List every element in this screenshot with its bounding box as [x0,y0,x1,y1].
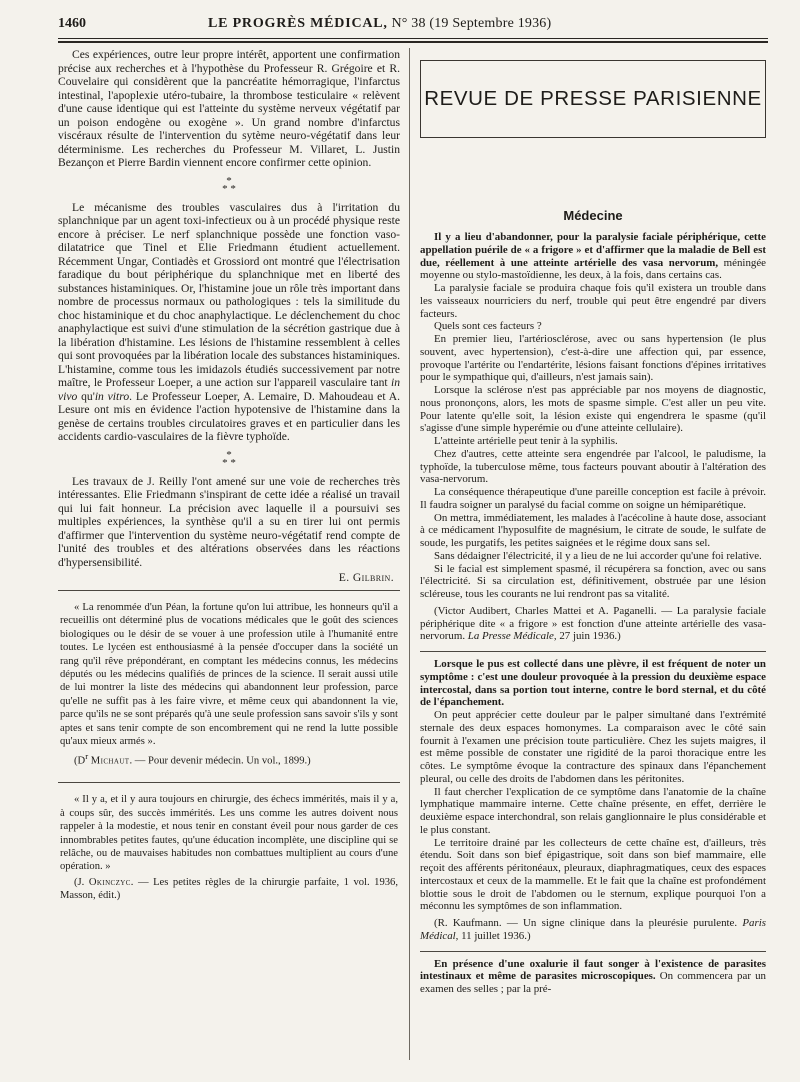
paragraph-2-italic-1: in vivo [58,376,400,403]
article-1-para: La conséquence thérapeutique d'une pareille conception est facile à prévoir. Il faudra soigner un paralysé du facial comme on soigne un hémiparétique. [420,486,766,511]
paragraph-2 [58,201,400,444]
issue-date: (19 Septembre 1936) [429,16,552,31]
header-rule-thin [58,38,768,39]
article-3-lead-bold: En présence d'une oxalurie il faut songer à l'existence de parasites intestinaux et même de parasites microscopiques. [420,957,766,983]
left-column [58,48,400,903]
cite-2-rest: . — Les petites règles de la chirurgie parfaite, 1 vol. 1936, Masson, édit.) [60,876,398,902]
page-header [58,14,768,36]
paragraph-2-part-b: qu' [77,389,95,403]
quote-separator-2 [58,782,400,783]
revue-title: REVUE DE PRESSE PARISIENNE [424,87,762,110]
page-number: 1460 [58,16,86,31]
paragraph-1: Ces expériences, outre leur propre intérêt, apportent une confirmation précise aux recherches et à l'hypothèse du Professeur R. Grégoire et R. Couvelaire qui considèrent que la pancréatite hémorragique, l'infarctus intestinal, l'apoplexie utéro-tubaire, la thrombose testiculaire « relèvent d'une cause identique qui est l'atteinte du système nerveux végétatif par un poison endogène ou exogène ». Un grand nombre d'infarctus viscéraux résulte de l'intervention du sytème neuro-végétatif dans leur déterminisme. Les recherches du Professeur M. Villaret, L. Justin Bezançon et Pierre Bardin viennent encore confirmer cette opinion. [58,48,400,169]
article-pleuresie [420,658,766,943]
quote-okinczyc [58,793,400,902]
running-title [208,16,551,32]
article-1-para: En premier lieu, l'artériosclérose, avec ou sans hypertension (le plus souvent, avec hypertension), c'est-à-dire une affection qui, par essence, provoque l'artérite ou l'endartérite, lésions faisant fonctions d'épines irritatives pour le sympathique qui, d'ailleurs, n'est jamais sain). [420,333,766,384]
section-asterism-2: * * * [222,448,236,469]
quote-1-citation [60,750,398,768]
article-1-para: Lorsque la sclérose n'est pas appréciable par nos moyens de diagnostic, nous prononçons, alors, les mots de spasme simple. C'est aller un peu vite. Pour latente qu'elle soit, la lésion existe qui engendrera le spasme (qu'il s'agisse d'une simple hyperémie ou d'une atteinte cellulaire). [420,384,766,435]
article-3-lead [420,958,766,996]
section-heading: Médecine [563,208,623,223]
quote-2-text: « Il y a, et il y aura toujours en chirurgie, des échecs immérités, mais il y a, à coups sûr, des succès immérités. Les uns comme les autres doivent nous rappeler à la modestie, et nous tenir en constant éveil pour nous garder de ces innombrables petites fautes, qu'une éducation incomplète, une discipline qui se relâche, ou de mauvaises habitudes non combattues multiplient au cours d'une opération. » [60,794,398,873]
article-1-para: La paralysie faciale se produira chaque fois qu'il existera un trouble dans les vaisseaux nourriciers du nerf, trouble qui peut être engendré par divers facteurs. [420,282,766,320]
journal-name: LE PROGRÈS MÉDICAL, [208,16,388,31]
right-column [420,48,766,996]
ref-2-journal: Paris Médical, [420,917,766,942]
cite-1-sup: r [85,751,89,762]
article-paralysie-faciale [420,231,766,643]
paragraph-2-part-a: Le mécanisme des troubles vasculaires dus à l'irritation du splanchnique par un agent toxi-infectieux ou à un procédé physique reste encore à préciser. Le nerf splanchnique possède une fonction vaso-dilatatrice que Tinel et Elie Friedmann étudient actuellement. Récemment Ungar, Contiadès et Grossiord ont montré que l'électrisation faradique du bout périphérique du splanchnique met en liberté des substances histaminiques. Or, l'histamine joue un rôle très important dans nombre de processus normaux ou pathologiques : tels la similitude du choc histaminique et du choc anaphylactique. Le déclenchement du choc anaphylactique est suivi d'une stimulation de la sécrétion gastrique due à la libération d'histamine. Les lésions de l'histamine ressemblent à celles qui sont provoquées par la libération locale des substances histaminiques. L'histamine, comme tous les imidazols étudiés successivement par notre maître, le Professeur Loeper, a une action sur l'appareil vasculaire tant [58,200,400,389]
article-2-reference [420,917,766,943]
cite-2-author: Okinczyc [88,876,131,888]
quote-1-text: « La renommée d'un Péan, la fortune qu'on lui attribue, les honneurs qu'il a recueillis ont déterminé plus de vocations médicales que le goût des sciences biologiques ou le désir de se vouer à une profession utile à l'humanité entre toutes. Le lycéen est enthousiasmé à la pensée d'occuper dans la société un rang qu'il rêve prépondérant, en comptant les médecins connus, les médecins députés ou les médecins qualifiés de princes de la science. Il serait aussi utile de lui montrer la liste des médecins qui abandonnent leur profession, parce qu'elle ne suffit pas à les faire vivre, et même ceux qui abandonnent la vie, parce qu'ils ne se sont préparés qu'à une seule profession sans savoir s'ils y sont aptes et sans tenir compte de son encombrement qui ne rend la lutte possible qu'aux mieux armés ». [60,602,398,748]
ref-2-date: 11 juillet 1936.) [458,929,531,942]
ref-1-journal: La Presse Médicale, [467,630,557,643]
article-separator-2 [420,951,766,952]
cite-1-author: Michaut [90,756,130,767]
article-1-lead [420,231,766,282]
cite-2-open: (J. [74,876,89,888]
article-separator-1 [420,651,766,652]
section-asterism-1: * * * [222,174,236,195]
quote-separator-1 [58,590,400,591]
ref-2-text: (R. Kaufmann. — Un signe clinique dans la pleurésie purulente. [434,917,743,929]
article-2-para: Il faut chercher l'explication de ce symptôme dans l'anatomie de la chaîne lymphatique mammaire interne. Cette chaîne présente, en effet, derrière le deuxième espace interchondral, son relais ganglionnaire le plus considérable et le plus constant. [420,785,766,836]
article-1-lead-tail: méningée moyenne ou stylo-mastoïdienne, les deux, à la fois, dans certains cas. [420,256,767,282]
issue-number: N° 38 [391,16,426,31]
article-1-reference [420,605,766,643]
article-1-para: Sans dédaigner l'électricité, il y a lieu de ne lui accorder qu'une foi relative. [434,549,762,562]
paragraph-3: Les travaux de J. Reilly l'ont amené sur une voie de recherches très intéressantes. Elie Friedmann s'inspirant de cette idée a réalisé un travail qui lui fait honneur. La précision avec laquelle il a poursuivi ses multiples expériences, la synthèse qu'il a su en tirer lui ont permis d'affirmer que l'intervention du système neuro-végétatif rend compte de l'unité des troubles et des altérations observées dans les réactions d'hypersensibilité. [58,474,400,569]
article-1-para: L'atteinte artérielle peut tenir à la syphilis. [434,435,618,447]
article-2-lead: Lorsque le pus est collecté dans une plèvre, il est fréquent de noter un symptôme : c'est une douleur provoquée à la pression du deuxième espace intercostal, dans sa portion tout interne, contre le bord sternal, et du côté de l'épanchement. [420,658,766,709]
paragraph-2-italic-2: in vitro [94,389,130,403]
header-rule-thick [58,41,768,43]
quote-michaut [58,601,400,768]
paragraph-2-part-c: . Le Professeur Loeper, A. Lemaire, D. Mahoudeau et A. Lesure ont mis en évidence l'action hypotensive de l'histamine dans la genèse de certains troubles circulatoires graves et en particulier dans les accidents cardio-vasculaires de la fièvre typhoïde. [58,389,400,443]
cite-1-rest: . — Pour devenir médecin. Un vol., 1899.) [129,756,311,767]
article-2-para: Le territoire drainé par les collecteurs de cette chaîne est, d'ailleurs, très étendu. Soit dans son bief épigastrique, soit dans son bief mammaire, elle reçoit des afférents péritonéaux, pleuraux, diaphragmatiques, ceux des espaces intercostaux et ceux de la mammelle. Et le fait que la chaîne est profondément blottie sous le droit de l'abdomen ou le sternum, explique pourquoi l'on a méconnu les symptômes de son inflammation. [420,836,766,913]
cite-1-open: (D [74,756,86,767]
article-1-para: Quels sont ces facteurs ? [434,320,542,333]
article-2-para: On peut apprécier cette douleur par le palper simultané dans l'extrémité sternale des deux espaces homonymes. La comparaison avec le côté sain fournit à l'examen une précision toute particulière. Chez les sujets maigres, il est même possible de constater une rigidité de la paroi thoracique entre les côtes. Le symptôme évoque la contracture des spinaux dans l'épanchement pleural, ou celle des droits de l'abdomen dans les péritonites. [420,709,766,785]
signature-text: E. Gilbrin. [338,571,394,584]
article-1-para: Chez d'autres, cette atteinte sera engendrée par l'alcool, le paludisme, la typhoïde, la tuberculose même, tous facteurs pouvant aboutir à l'altération des vasa-nervorum. [420,447,766,486]
ref-1-date: 27 juin 1936.) [556,630,621,643]
article-1-para: Si le facial est simplement spasmé, il récupérera sa fonction, avec ou sans l'électricité. Si sa circulation est, définitivement, obstruée par une lésion scléreuse, tous les courants ne lui rendront pas sa vitalité. [420,562,766,600]
quote-2-citation [60,876,398,903]
article-1-lead-bold: Il y a lieu d'abandonner, pour la paralysie faciale périphérique, cette appellation puérile de « a frigore » et d'affirmer que la maladie de Bell est due, réellement à une atteinte artérielle des vasa nervorum, [420,231,766,269]
ref-1-text: (Victor Audibert, Charles Mattei et A. Paganelli. — La paralysie faciale périphérique dite « a frigore » est fonction d'une atteinte artérielle des vasa-nervorum. [420,604,766,643]
article-3-tail: On commencera par un examen des selles ; par la pré- [420,970,766,995]
article-1-para: On mettra, immédiatement, les malades à l'acécoline à haute dose, associant à ce médicament l'hyposulfite de magnésium, le citrate de soude, le sulfate de soude, les purgatifs, les petites saignées et le régime doux sans sel. [420,511,766,549]
revue-title-box [420,60,766,138]
author-signature [58,571,400,584]
article-oxalurie [420,958,766,996]
column-divider [409,48,410,1060]
